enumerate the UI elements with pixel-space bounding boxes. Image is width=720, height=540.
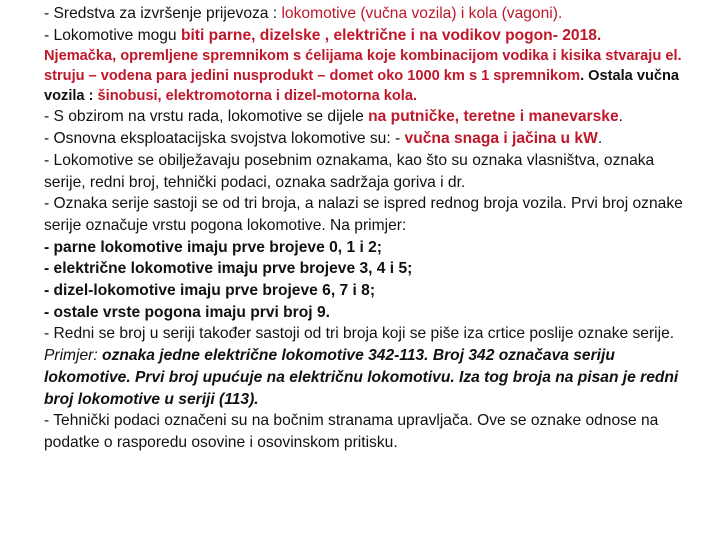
paragraph-technical-data: - Tehnički podaci označeni su na bočnim stranama upravljača. Ove se oznake odnose na podatke o rasporedu osovine i osovinskom pritisku. — [44, 412, 659, 451]
text-run: . Ostala vučna vozila : — [44, 68, 680, 105]
list-item: - električne lokomotive imaju prve brojeve 3, 4 i 5; — [44, 260, 413, 278]
list-item: - parne lokomotive imaju prve brojeve 0, 1 i 2; — [44, 238, 382, 256]
paragraph-markings: - Lokomotive se obilježavaju posebnim oznakama, kao što su oznaka vlasništva, oznaka serije, redni broj, tehnički podaci, oznaka sadržaja goriva i dr. — [44, 151, 655, 191]
example-label: Primjer: — [44, 347, 103, 365]
list-item: - dizel-lokomotive imaju prve brojeve 6, 7 i 8; — [44, 282, 376, 300]
text-run: - Sredstva za izvršenje prijevoza : — [44, 5, 282, 22]
paragraph-example — [44, 345, 694, 410]
paragraph-series-code: - Oznaka serije sastoji se od tri broja, a nalazi se ispred rednog broja vozila. Prvi broj oznake serije označuje vrstu pogona lokomotive. Na primjer: — [44, 195, 683, 234]
paragraph-serial-number: - Redni se broj u seriji također sastoji od tri broja koji se piše iza crtice poslije oznake serije. — [44, 325, 675, 343]
highlight-text: biti parne, dizelske , električne i na vodikov pogon- 2018. — [180, 26, 602, 44]
highlight-text: lokomotive (vučna vozila) i kola (vagoni). — [281, 5, 563, 22]
list-item: - ostale vrste pogona imaju prvi broj 9. — [44, 303, 330, 321]
text-run: - S obzirom na vrstu rada, lokomotive se dijele — [44, 108, 369, 126]
text-run: - Lokomotive mogu — [44, 26, 181, 44]
paragraph-locomotive-types — [44, 25, 694, 47]
highlight-text: vučna snaga i jačina u kW — [404, 130, 598, 148]
paragraph-work-type — [44, 106, 694, 128]
paragraph-hydrogen-locomotive — [44, 46, 694, 106]
document-body — [44, 3, 694, 454]
text-run: - Osnovna eksploatacijska svojstva lokomotive su: - — [44, 130, 405, 148]
example-text: oznaka jedne električne lokomotive 342-113. Broj 342 označava seriju lokomotive. Prvi broj upućuje na električnu lokomotivu. Iza tog broja na pisan je redni broj lokomotive u seriji (113). — [44, 347, 679, 408]
highlight-text: šinobusi, elektromotorna i dizel-motorna kola. — [97, 88, 418, 105]
text-run: . — [597, 130, 603, 148]
paragraph-transport-means — [44, 3, 694, 25]
highlight-text: Njemačka, opremljene spremnikom s ćelijama koje kombinacijom vodika i kisika stvaraju el. struju – vodena para jedini nusprodukt – domet oko 1000 km s 1 spremnikom — [44, 48, 682, 85]
text-run: . — [618, 108, 623, 126]
paragraph-exploitation-properties — [44, 128, 694, 150]
highlight-text: na putničke, teretne i manevarske — [368, 108, 619, 126]
